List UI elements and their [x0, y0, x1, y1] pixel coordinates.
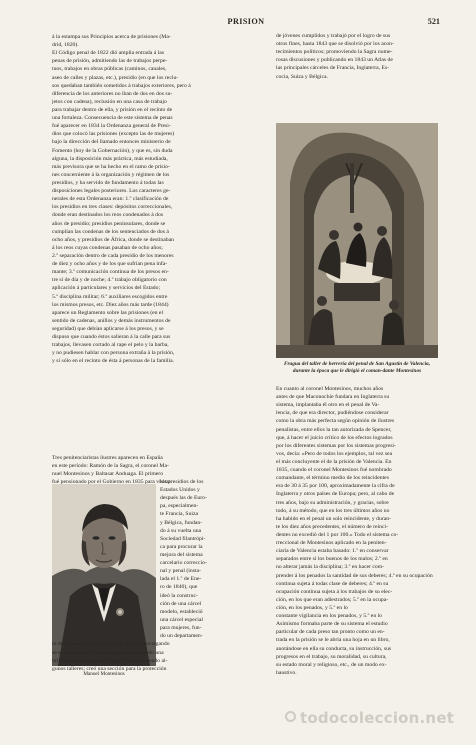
text-line: haustivo.: [276, 669, 297, 676]
text-line: como la obra más perfecta según opinión de ilustres: [276, 418, 395, 425]
text-line: de diez y ocho años y de los que sufrían pena infa-: [52, 261, 168, 268]
text-line: bajo la dirección del llamado entonces ministerio de: [52, 139, 171, 146]
text-line: continua sujeta á todas clase de deberes; 4.º en su: [276, 580, 389, 587]
text-line: mante; 3.º comunicación continua de los presos en-: [52, 269, 169, 276]
portrait-engraving: [52, 484, 156, 666]
text-line: cocia, Suiza y Bélgica.: [276, 73, 328, 80]
text-line: pa, especialmen-: [160, 503, 199, 510]
text-line: 1835, cuando el coronel Montesinos fué nombrado: [276, 467, 392, 474]
text-line: nuel Montesinos y Baltasar Anduaga. El primero: [52, 471, 164, 478]
left-column-bottom-text: [52, 454, 271, 486]
text-line: más previsora que se ha hecho en el ramo de prisio-: [52, 163, 170, 170]
text-line: tecimientos políticos; promoviendo la Sagra nume-: [276, 49, 393, 56]
page-header: [52, 17, 440, 31]
text-line: los presidios en tres clases: depósitos correccionales,: [52, 204, 173, 211]
text-line: te Francia, Suiza: [160, 511, 199, 518]
text-line: nerales de esta Ordenanza eran: 1.º clasificación de: [52, 196, 169, 203]
text-line: 5.º disciplina militar; 6.º auxiliares escogidos entre: [52, 293, 168, 300]
text-line: ha habido en el penal un solo reincidente, y duran-: [276, 515, 391, 522]
text-line: comandante, el término medio de los reincidentes: [276, 475, 389, 482]
portrait-caption: Manuel Montesinos: [83, 671, 125, 677]
text-line: rosas discusiones y publicando en 1843 un Atlas de: [276, 57, 393, 64]
text-line: 2.º separación dentro de cada presidio de los menores: [52, 252, 174, 259]
text-line: otros fines, hasta 1843 que se disolvió por los acon-: [276, 41, 394, 48]
text-line: ción de una cárcel: [160, 600, 202, 607]
text-line: Tres penitenciaristas ilustres aparecen en España: [52, 455, 163, 461]
text-line: presidios, y ha servido de fundamento á todas las: [52, 179, 164, 186]
text-line: cumplían las condenas de los sentenciados de dos á: [52, 228, 169, 235]
text-line: todo, á su método, que en los tres últimos años no: [276, 507, 390, 514]
text-line: de jóvenes cumplidos y trabajó por el logro de sus: [276, 33, 391, 39]
text-line: do un departamen-: [160, 633, 203, 640]
right-column-top-text: [276, 32, 438, 81]
text-line: prender á los penados la santidad de sus deberes; 4.º en su ocupación: [276, 572, 433, 579]
text-line: ro de 1840), que: [160, 584, 198, 591]
text-line: progresos en el trabajo, su moralidad, su cultura,: [276, 653, 387, 660]
text-line: ción, en los penados, y 5.º en lo: [276, 604, 348, 611]
page-number: 521: [427, 17, 440, 26]
left-column-text: [52, 33, 271, 365]
text-line: el más concluyente el de la prisión de Valencia. En: [276, 458, 392, 465]
text-line: por los diferentes sistemas por los sistemas progresi-: [276, 442, 396, 449]
forge-engraving: [276, 123, 438, 358]
watermark-logo-icon: [285, 711, 296, 722]
portrait-image: [52, 484, 156, 666]
text-line: y sí sólo en el recinto de ésta á personas de la familia.: [52, 358, 175, 365]
text-line: no alterar jamás la disciplina; 3.º en hacer com-: [276, 564, 385, 571]
text-line: trada en la prisión se le abría una hoja en un libro,: [276, 637, 390, 644]
text-line: aseo de calles y plazas, etc.), presidio (en que los reclu-: [52, 74, 179, 81]
text-line: drid, 1820).: [52, 42, 79, 49]
text-line: aplicación á particulares y servicios del Estado;: [52, 285, 161, 292]
text-line: fué pensionado por el Gobierno en 1835 para visitar: [52, 479, 171, 486]
text-line: fué aparecer en 1834 la Ordenanza general de Presi-: [52, 123, 171, 130]
text-line: á los reos cuyas condenas pasaban de ocho años;: [52, 244, 163, 251]
text-line: ciaría de Valencia estaba basado: 1.º en conservar: [276, 548, 389, 555]
text-line: para mujeres, fun-: [160, 624, 202, 631]
text-line: penas de prisión, admitiendo las de trabajos perpe-: [52, 58, 168, 65]
illustration-caption: Fragua del taller de herrería del penal de San Agustín de Valencia, durante la época que le dirigió el coman-dante Montesinos: [283, 361, 431, 374]
text-line: rreccional de Montesinos aplicado en la peniten-: [276, 540, 387, 547]
text-line: to de jóvenes en el Saladero de Madrid, encargando: [52, 641, 170, 648]
text-line: años de presidio; presidios peninsulares, donde se: [52, 220, 166, 227]
text-line: se su instrucción á los escolapios (realizando una: [52, 649, 164, 656]
text-line: ocupación continua sujeta á los trabajos de su elec-: [276, 588, 393, 595]
text-line: Inglaterra y otros países de Europa; pero, al cabo de: [276, 491, 395, 498]
text-line: era de 30 á 35 por 100, aproximadamente la cifra de: [276, 483, 395, 490]
text-line: te los diez años precedentes, el número de reinci-: [276, 523, 388, 530]
text-line: para trabajar dentro de ella, y prisión en el recinto de: [52, 106, 173, 113]
text-line: carcelario correccio-: [160, 560, 207, 567]
text-line: y Bélgica, fundan-: [160, 519, 203, 526]
text-line: dios que colocó las prisiones (excepto las de mujeres): [52, 131, 175, 138]
text-line: tuos, trabajos en obras públicas (caminos, canales,: [52, 66, 167, 73]
text-line: anotándose en ella su conducta, su instrucción, sus: [276, 645, 392, 652]
text-line: después las de Euro-: [160, 495, 207, 502]
text-line: Sociedad filantrópi-: [160, 535, 206, 542]
text-line: aparece un Reglamento sobre las prisiones (en el: [52, 309, 164, 316]
text-line: nal y penal (insta-: [160, 568, 201, 575]
text-line: trabajos, llevasen cortado al rape el pelo y la barba,: [52, 342, 169, 349]
text-line: El Código penal de 1822 dió amplia entrada á las: [52, 50, 164, 57]
right-column-bottom-text: [276, 385, 438, 677]
text-line: ocho años, y presidios de África, donde se destinaban: [52, 236, 174, 243]
text-line: los mismos presos, etc. Diez años más tarde (1844): [52, 301, 169, 308]
text-line: y no pudiesen hablar con persona extraña á la prisión,: [52, 350, 175, 357]
watermark: todocoleccion.net: [300, 709, 455, 727]
text-line: separados entre sí los buenos de los malos; 2.º en: [276, 556, 388, 563]
text-line: sentido de cadenas, anillos y demás instrumentos de: [52, 317, 171, 324]
text-line: diferencia de los anteriores no iban de dos en dos su-: [52, 90, 173, 97]
text-line: las principales cárceles de Francia, Inglaterra, Es-: [276, 65, 390, 72]
text-line: gunos talleres; creó una sección para la protección: [52, 665, 167, 672]
text-line: sistema, implantaba él otro en el penal de Va-: [276, 402, 380, 409]
text-line: tre sí de día y de noche; 4.º trabajo obligatorio con: [52, 277, 167, 284]
text-line: una fortaleza. Consecuencia de este sistema de penas: [52, 115, 173, 122]
text-line: mejora del sistema: [160, 551, 203, 558]
text-line: dentes no excedió del 1 por 100.» Todo el sistema co-: [276, 531, 399, 538]
left-column-after-portrait-text: [52, 640, 271, 672]
text-line: que, á hacer el juicio crítico de los efectos logrados: [276, 434, 393, 441]
text-line: modelo, estableció: [160, 608, 203, 615]
text-line: penalistas, entre ellos la tan autorizada de Spencer,: [276, 426, 392, 433]
text-line: donde eran destinados los reos condenados á dos: [52, 212, 164, 219]
text-line: particular de cada preso tan pronto como un en-: [276, 629, 385, 636]
text-line: alguna, la disposición más práctica, más estudiada,: [52, 155, 168, 162]
text-line: do á su vuelta una: [160, 527, 202, 534]
left-column-wrap-text: [160, 478, 271, 640]
text-line: ca para procurar la: [160, 543, 203, 550]
text-line: tres años, bajo su administración, y gracias, sobre: [276, 499, 389, 506]
text-line: seguridad) que debían aplicarse á los presos, y se: [52, 325, 164, 332]
text-line: ideó la construc-: [160, 592, 198, 599]
text-line: En cuanto al coronel Montesinos, muchos años: [276, 386, 384, 392]
text-line: antes de que Maconochie fundara en Inglaterra su: [276, 394, 390, 401]
workshop-illustration: [276, 123, 438, 358]
text-line: Asimismo formaba parte de su sistema el estudio: [276, 621, 388, 628]
text-line: Estados Unidos y: [160, 487, 200, 494]
text-line: en este período: Ramón de la Sagra, el coronel Ma-: [52, 463, 169, 470]
text-line: dispuso que cuando éstos salieran á la calle para sus: [52, 334, 171, 341]
running-title: PRISION: [227, 17, 265, 26]
text-line: lencia, de que era director, pudiéndose considerar: [276, 410, 389, 417]
text-line: los presidios de los: [160, 479, 204, 485]
text-line: su estado moral y religioso, etc., de un modo ex-: [276, 661, 387, 668]
text-line: Fomento (hoy de la Gobernación), y que es, sin duda: [52, 147, 173, 154]
text-line: lada el 1.º de Ene-: [160, 576, 202, 583]
text-line: brillante labor el padre Campo) y estableciendo al-: [52, 657, 168, 664]
text-line: jetos con cadena), reclusión en una casa de trabajo: [52, 98, 167, 105]
text-line: disposiciones legales posteriores. Los caracteres ge-: [52, 188, 171, 195]
text-line: sos quedaban también sometidos á trabajos exteriores, pero á: [52, 82, 191, 89]
text-line: nes concerniente á la organización y régimen de los: [52, 171, 170, 178]
text-line: una cárcel especial: [160, 616, 203, 623]
text-line: ción, en los que eran adiestrados; 5.º en la ocupa-: [276, 596, 389, 603]
text-line: á la estampa sus Principios acerca de prisiones (Ma-: [52, 34, 171, 40]
text-line: constante vigilancia en los penados, y 5.º en lo: [276, 613, 383, 620]
text-line: vos, decía: «Pero de todos los ejemplos, tal vez sea: [276, 450, 393, 457]
